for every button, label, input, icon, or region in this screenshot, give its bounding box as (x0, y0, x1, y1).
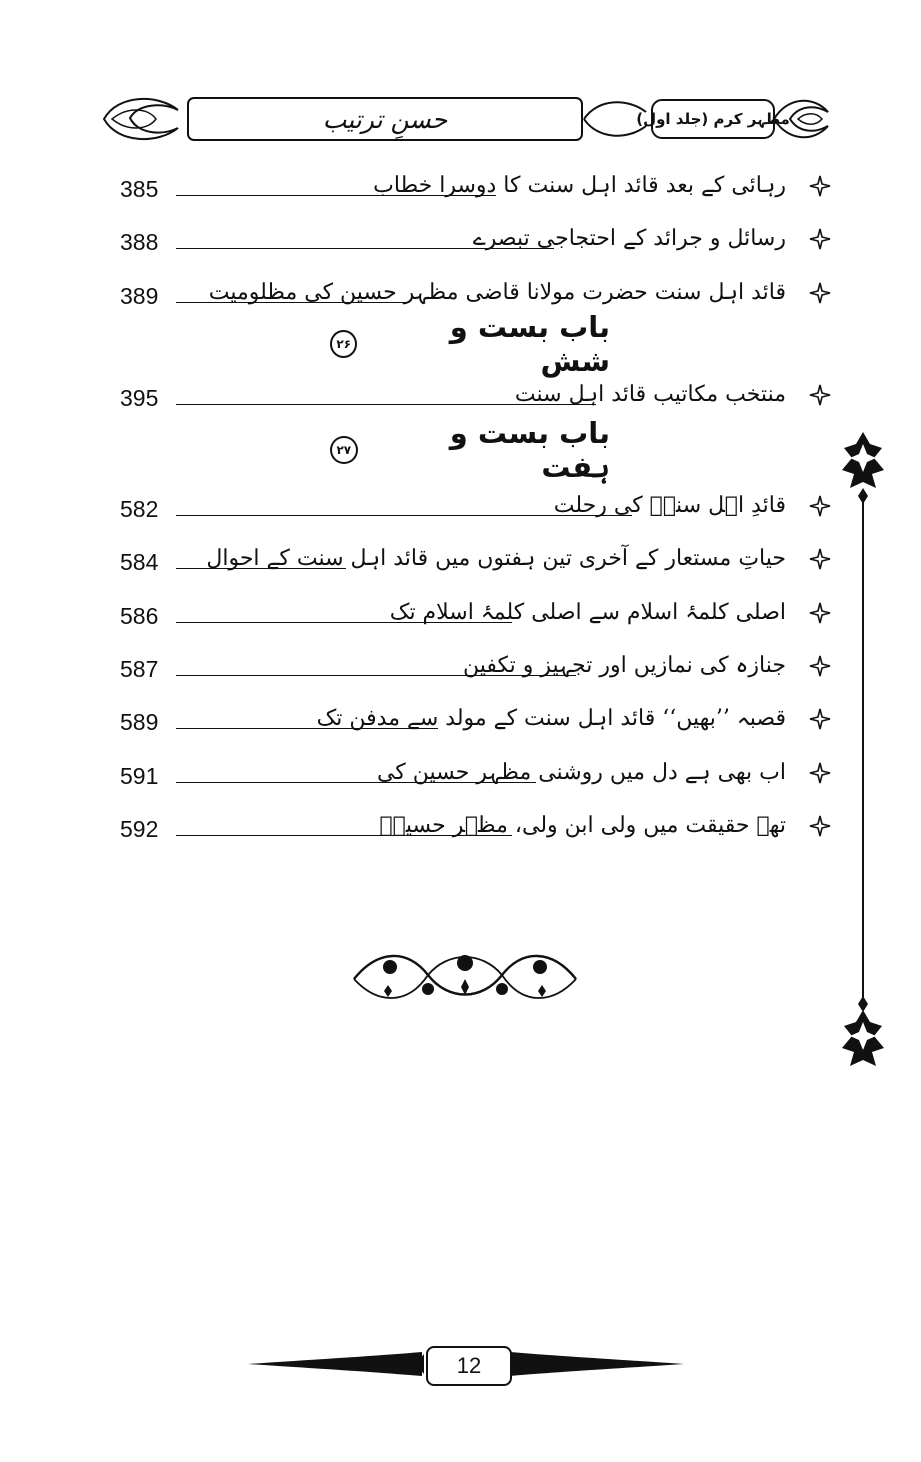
side-border-ornament (836, 430, 890, 1070)
toc-entry (120, 808, 832, 844)
toc-entry (120, 168, 832, 204)
page-number: 12 (426, 1346, 512, 1386)
toc-entry (120, 488, 832, 524)
star-bullet-icon (808, 281, 832, 305)
toc-title: رسائل و جرائد کے احتجاجی تبصرے (472, 226, 786, 251)
star-bullet-icon (808, 174, 832, 198)
toc-page-number: 587 (120, 656, 159, 682)
chapter-number: ۲۷ (330, 436, 358, 464)
floral-divider-ornament (348, 945, 582, 1007)
toc-title: منتخب مکاتیب قائد اہل سنت (514, 382, 786, 407)
toc-title: قائدِ اہل سنتؒ کی رحلت (553, 493, 786, 518)
page-header (98, 88, 833, 150)
star-bullet-icon (808, 547, 832, 571)
star-bullet-icon (808, 383, 832, 407)
chapter-heading (330, 310, 610, 378)
chapter-title: باب بست و شش (449, 310, 610, 378)
star-bullet-icon (808, 814, 832, 838)
book-title: مظہر کرم (جلد اول) (636, 110, 790, 128)
toc-title: اب بھی ہے دل میں روشنی مظہر حسین کی (376, 760, 786, 785)
toc-title: حیاتِ مستعار کے آخری تین ہفتوں میں قائد اہل سنت کے احوال (206, 546, 786, 571)
toc-page-number: 582 (120, 496, 159, 522)
toc-title: تھے حقیقت میں ولی ابن ولی، مظہر حسینؒ (379, 813, 786, 838)
chapter-title: باب بست و ہفت (449, 416, 610, 484)
section-title: حسنِ ترتیب (322, 104, 448, 134)
toc-entry (120, 648, 832, 684)
toc-page-number: 592 (120, 816, 159, 842)
star-bullet-icon (808, 707, 832, 731)
toc-entry (120, 701, 832, 737)
toc-page-number: 586 (120, 603, 159, 629)
chapter-number: ۲۶ (330, 330, 357, 358)
toc-entry (120, 377, 832, 413)
toc-entry (120, 595, 832, 631)
star-bullet-icon (808, 601, 832, 625)
toc-entry (120, 275, 832, 311)
toc-title: قصبہ ’’بھیں‘‘ قائد اہل سنت کے مولد سے مدفن تک (316, 706, 786, 731)
toc-page-number: 591 (120, 763, 159, 789)
toc-title: جنازہ کی نمازیں اور تجہیز و تکفین (462, 653, 786, 678)
star-bullet-icon (808, 654, 832, 678)
toc-title: قائد اہل سنت حضرت مولانا قاضی مظہر حسین کی مظلومیت (208, 280, 786, 305)
toc-title: اصلی کلمۂ اسلام سے اصلی کلمۂ اسلام تک (389, 600, 786, 625)
toc-page-number: 385 (120, 176, 159, 202)
toc-page-number: 584 (120, 549, 159, 575)
page-footer (246, 1342, 686, 1386)
star-bullet-icon (808, 761, 832, 785)
star-bullet-icon (808, 227, 832, 251)
star-bullet-icon (808, 494, 832, 518)
toc-entry (120, 541, 832, 577)
toc-page-number: 589 (120, 709, 159, 735)
toc-entry (120, 221, 832, 257)
toc-page-number: 389 (120, 283, 159, 309)
toc-entry (120, 755, 832, 791)
toc-page-number: 388 (120, 229, 159, 255)
toc-title: رہائی کے بعد قائد اہل سنت کا دوسرا خطاب (373, 173, 786, 198)
toc-page-number: 395 (120, 385, 159, 411)
chapter-heading (330, 416, 610, 484)
